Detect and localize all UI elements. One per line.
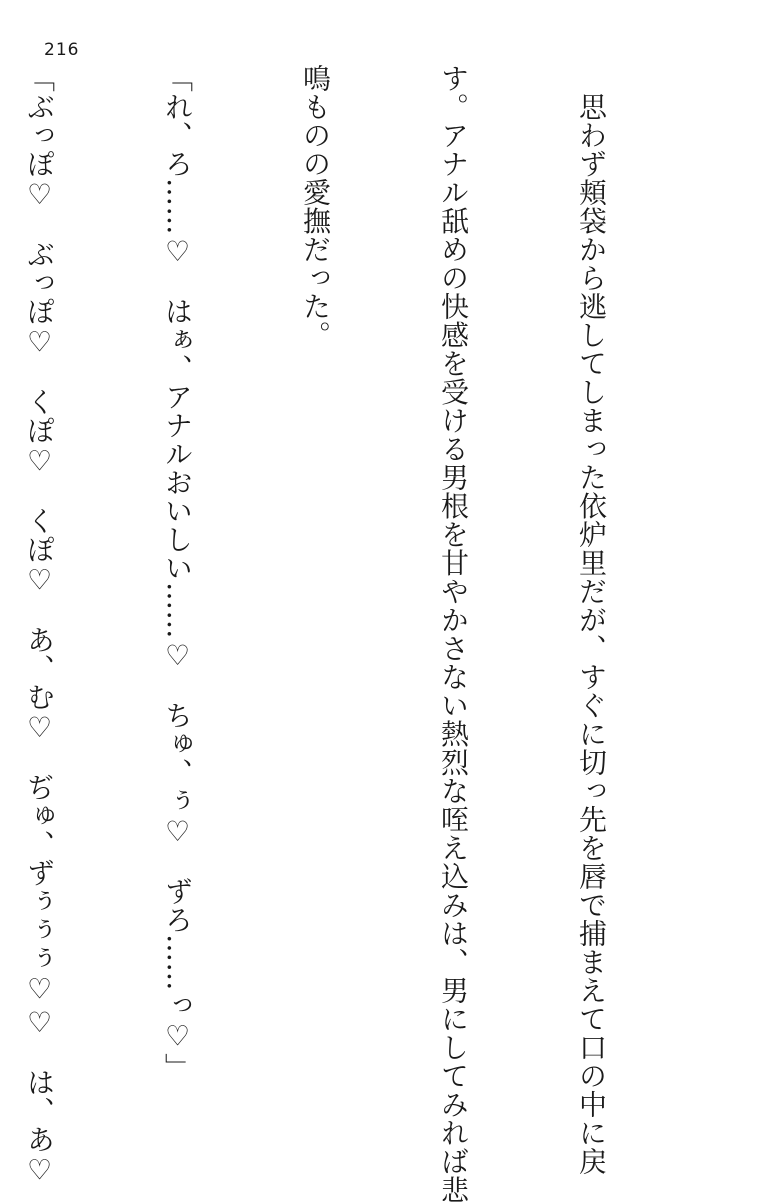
page-number: 216 [44,40,80,60]
text-line: 「ぶっぽ♡ ぶっぽ♡ くぽ♡ くぽ♡ あ、む♡ ぢゅ、ずぅぅぅ♡♡ は、あ♡ [23,64,56,1187]
text-line: 鳴ものの愛撫だった。 [299,64,332,349]
text-line: 思わず頬袋から逃してしまった依炉里だが、すぐに切っ先を唇で捕まえて口の中に戻 [575,64,608,1176]
text-line: 「れ、ろ……♡ はぁ、アナルおいしい……♡ ちゅ、ぅ♡ ずろ……っ♡」 [161,64,194,1082]
text-line: す。アナル舐めの快感を受ける男根を甘やかさない熱烈な咥え込みは、男にしてみれば悲 [437,64,470,1204]
body-text [23,64,706,1204]
